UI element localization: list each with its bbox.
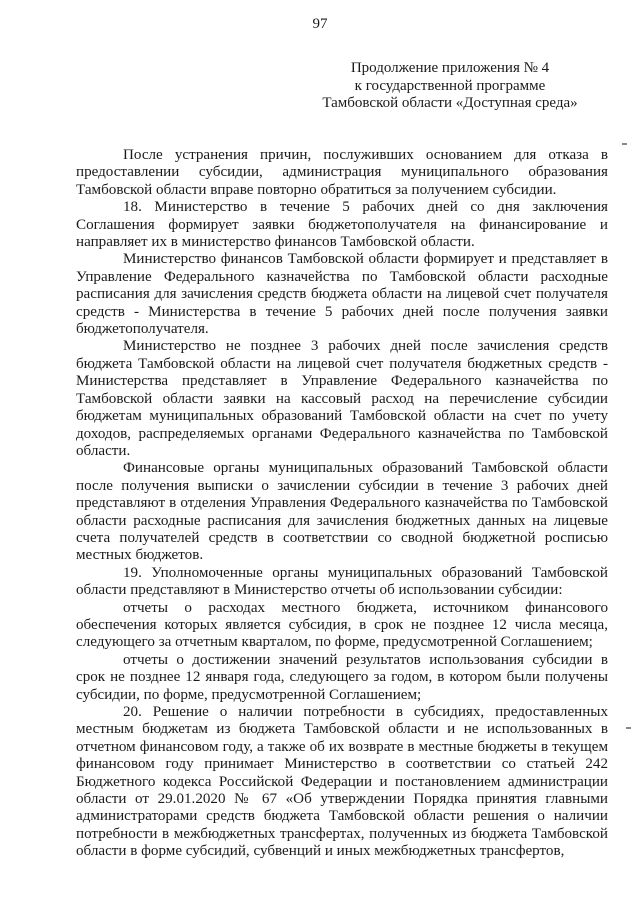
paragraph: 18. Министерство в течение 5 рабочих дней со дня заключения Соглашения формирует заявки бюджетополучателя на финансирование и направляет их в министерство финансов Тамбовской области. — [76, 199, 608, 251]
header-line-1: Продолжение приложения № 4 — [350, 60, 550, 76]
scan-mark — [622, 143, 627, 145]
paragraph: 19. Уполномоченные органы муниципальных образований Тамбовской области представляют в Министерство отчеты об использовании субсидии: — [76, 564, 608, 599]
paragraph: После устранения причин, послуживших основанием для отказа в предоставлении субсидии, администрация муниципального образования Тамбовской области вправе повторно обратиться за получением субсидии. — [76, 147, 608, 198]
paragraph: 20. Решение о наличии потребности в субсидиях, предоставленных местным бюджетам из бюджета Тамбовской области и не использованных в отчетном финансовом году, а также об их возврате в местные бюджеты в текущем финансовом году принимает Министерство в соответствии со статьей 242 Бюджетного кодекса Российской Федерации и постановлением администрации области от 29.01.2020 № 67 «Об утверждении Порядка принятия главными администраторами средств бюджета Тамбовской области решения о наличии потребности в межбюджетных трансфертах, полученных из бюджета Тамбовской области в форме субсидий, субвенций и иных межбюджетных трансфертов, — [76, 704, 608, 860]
appendix-header — [300, 60, 600, 113]
scan-mark — [626, 727, 631, 729]
page-number: 97 — [312, 16, 328, 32]
document-body — [76, 147, 608, 861]
paragraph: Министерство не позднее 3 рабочих дней после зачисления средств бюджета Тамбовской области на лицевой счет получателя бюджетных средств - Министерства представляет в Управление Федерального казначейства по Тамбовской области заявки на кассовый расход на перечисление субсидии бюджетам муниципальных образований Тамбовской области на счет по учету доходов, распределяемых органами Федерального казначейства по Тамбовской области. — [76, 338, 608, 459]
paragraph: отчеты о расходах местного бюджета, источником финансового обеспечения которых является субсидия, в срок не позднее 12 числа месяца, следующего за отчетным кварталом, по форме, предусмотренной Соглашением; — [76, 599, 608, 651]
header-line-3: Тамбовской области «Доступная среда» — [322, 95, 578, 111]
paragraph: отчеты о достижении значений результатов использования субсидии в срок не позднее 12 января года, следующего за годом, в котором были получены субсидии, по форме, предусмотренной Соглашением; — [76, 651, 608, 703]
paragraph: Финансовые органы муниципальных образований Тамбовской области после получения выписки о зачислении субсидии в течение 3 рабочих дней представляют в отделения Управления Федерального казначейства по Тамбовской области расходные расписания для зачисления бюджетных данных на лицевые счета получателей средств в соответствии со сводной бюджетной росписью местных бюджетов. — [76, 460, 608, 564]
header-line-2: к государственной программе — [354, 77, 546, 94]
paragraph: Министерство финансов Тамбовской области формирует и представляет в Управление Федерального казначейства по Тамбовской области расходные расписания для зачисления средств бюджета области на лицевой счет получателя средств - Министерства в течение 5 рабочих дней после получения заявки бюджетополучателя. — [76, 251, 608, 338]
